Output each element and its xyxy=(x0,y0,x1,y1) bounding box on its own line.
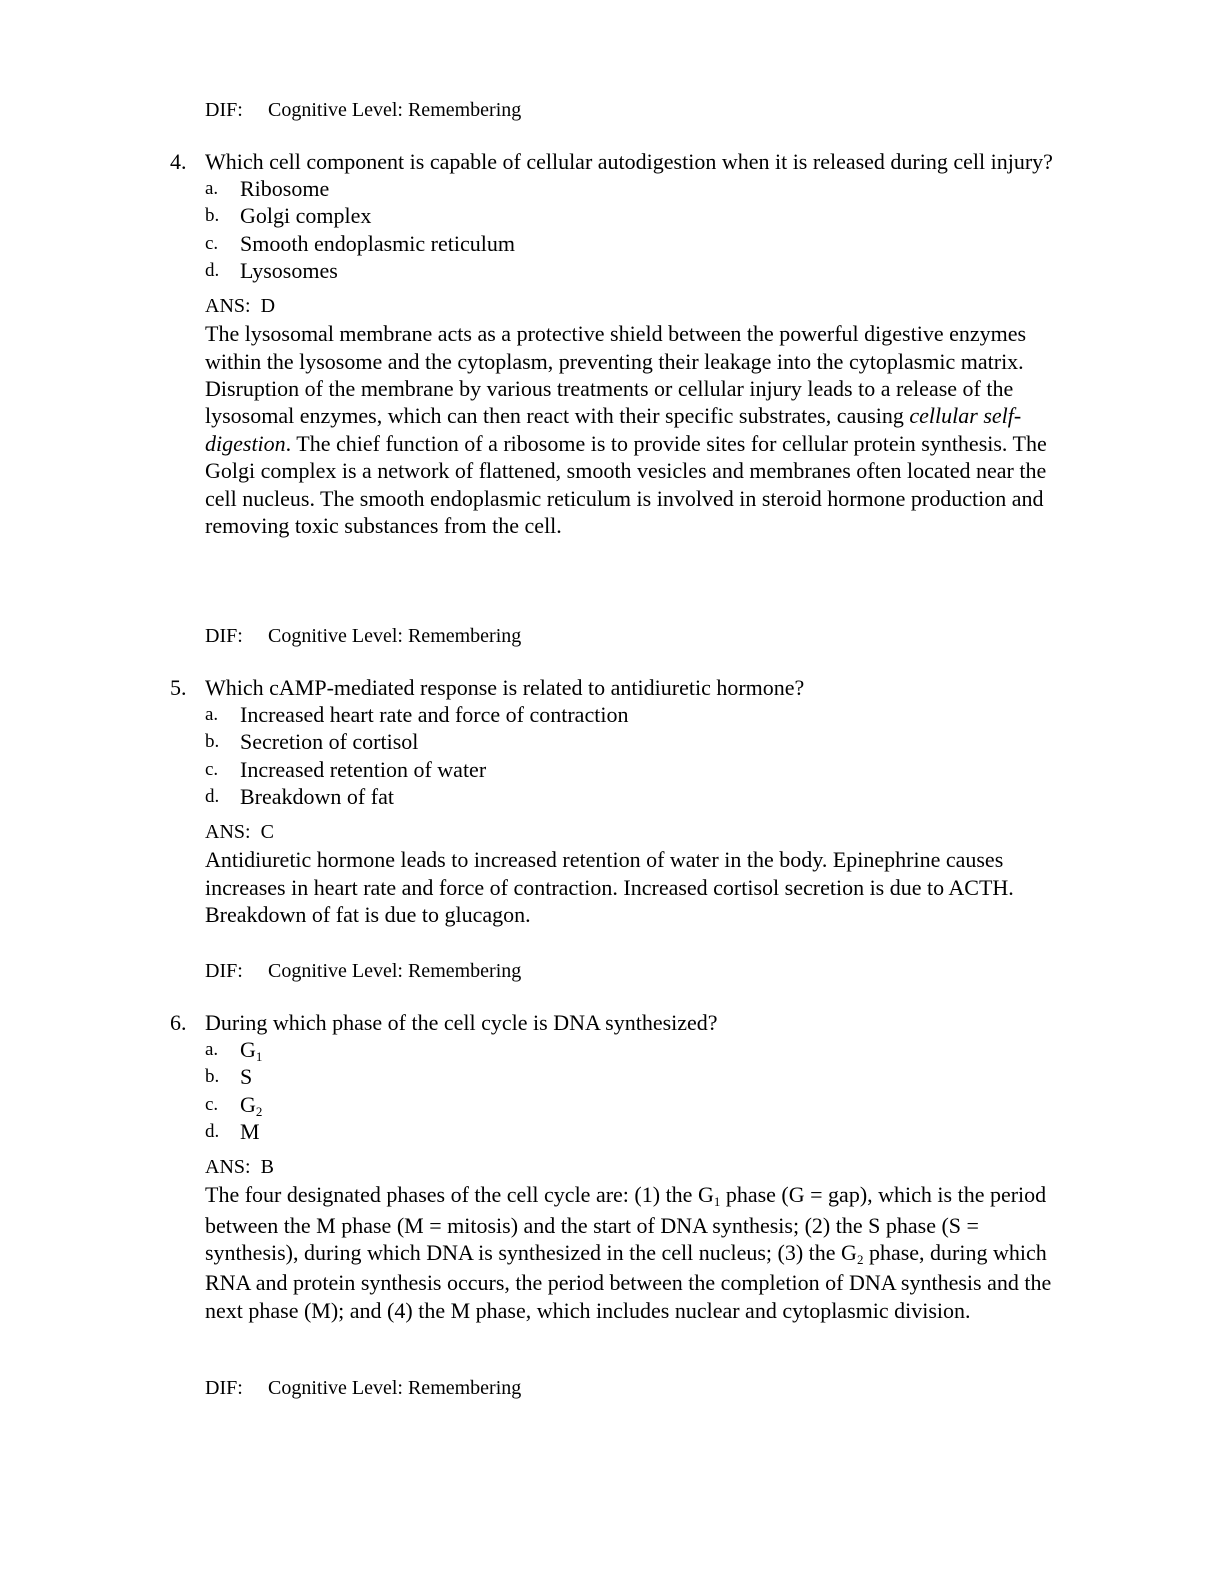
option-subscript: 2 xyxy=(255,1103,263,1119)
question-number: 4. xyxy=(170,149,187,174)
answer-label: ANS: xyxy=(205,295,251,318)
option-text: S xyxy=(240,1064,253,1090)
dif-value: Cognitive Level: Remembering xyxy=(268,960,522,982)
option-b xyxy=(205,1063,1070,1090)
rationale: Antidiuretic hormone leads to increased retention of water in the body. Epinephrine causes increases in heart rate and force of contraction. Increased cortisol secretion is due to ACTH. Breakdown of fat is due to glucagon. xyxy=(205,847,1014,927)
option-d xyxy=(205,1118,1070,1145)
option-text: Lysosomes xyxy=(240,257,338,283)
rationale-text: The four designated phases of the cell cycle are: (1) the G xyxy=(205,1182,714,1208)
option-c xyxy=(205,1091,1070,1118)
option-d xyxy=(205,783,1070,810)
option-letter: d. xyxy=(205,785,220,807)
option-c xyxy=(205,230,1070,257)
dif-value: Cognitive Level: Remembering xyxy=(268,1377,522,1399)
question-4 xyxy=(170,148,1070,539)
question-5 xyxy=(170,674,1070,928)
option-letter: a. xyxy=(205,1039,219,1060)
answer-line xyxy=(170,293,1070,320)
rationale xyxy=(170,320,1075,539)
option-text: Golgi complex xyxy=(240,203,372,229)
rationale-subscript: 2 xyxy=(856,1252,864,1267)
dif-label: DIF: xyxy=(205,960,243,982)
option-text: Breakdown of fat xyxy=(240,783,394,809)
option-letter: c. xyxy=(205,232,219,254)
question-text: Which cAMP-mediated response is related to antidiuretic hormone? xyxy=(205,675,805,700)
dif-value: Cognitive Level: Remembering xyxy=(268,99,522,121)
dif-label: DIF: xyxy=(205,625,243,647)
options-list xyxy=(170,175,1070,284)
rationale-emphasis: cellular self-digestion xyxy=(205,403,1022,456)
answer-label: ANS: xyxy=(205,1156,251,1179)
dif-line-top xyxy=(205,98,521,122)
dif-value: Cognitive Level: Remembering xyxy=(268,625,522,647)
rationale-text: . The chief function of a ribosome is to provide sites for cellular protein synthesis. The Golgi complex is a network of flattened, smooth vesicles and membranes often located near the cell nucleus. The smooth endoplasmic reticulum is involved in steroid hormone production and removing toxic substances from the cell. xyxy=(205,430,1047,539)
option-letter: b. xyxy=(205,731,220,753)
question-stem xyxy=(170,148,1070,175)
answer-label: ANS: xyxy=(205,821,251,844)
option-text: Increased heart rate and force of contraction xyxy=(240,702,629,727)
option-letter: a. xyxy=(205,178,219,199)
option-letter: d. xyxy=(205,259,220,281)
rationale-text: The lysosomal membrane acts as a protective shield between the powerful digestive enzymes within the lysosome and the cytoplasm, preventing their leakage into the cytoplasmic matrix. Disruption of the membrane by various treatments or cellular injury leads to a release of the lysosomal enzymes, which can then react with their specific substrates, causing xyxy=(205,321,1027,429)
option-text: Smooth endoplasmic reticulum xyxy=(240,230,515,256)
option-letter: c. xyxy=(205,1093,219,1115)
option-text: Secretion of cortisol xyxy=(240,729,419,755)
option-letter: b. xyxy=(205,205,220,227)
dif-line-5 xyxy=(205,959,521,983)
rationale xyxy=(170,1181,1075,1324)
question-text: During which phase of the cell cycle is DNA synthesized? xyxy=(205,1010,718,1035)
question-stem xyxy=(170,674,1070,701)
option-b xyxy=(205,202,1070,229)
option-d xyxy=(205,257,1070,284)
option-letter: b. xyxy=(205,1066,220,1088)
dif-label: DIF: xyxy=(205,1377,243,1399)
question-6 xyxy=(170,1009,1070,1324)
option-text: G xyxy=(240,1091,256,1117)
question-stem xyxy=(170,1009,1070,1036)
question-text: Which cell component is capable of cellular autodigestion when it is released during cell injury? xyxy=(205,149,1053,174)
rationale-subscript: 1 xyxy=(713,1194,721,1210)
dif-line-6 xyxy=(205,1376,521,1400)
question-number: 6. xyxy=(170,1010,187,1035)
option-a xyxy=(205,701,1070,728)
option-a xyxy=(205,1036,1070,1063)
option-text: Increased retention of water xyxy=(240,756,487,782)
option-text: G xyxy=(240,1037,256,1062)
answer-value: C xyxy=(260,821,274,844)
options-list xyxy=(170,701,1070,810)
option-text: M xyxy=(240,1118,260,1144)
option-subscript: 1 xyxy=(255,1049,263,1064)
option-letter: a. xyxy=(205,704,219,725)
option-text: Ribosome xyxy=(240,176,330,201)
options-list xyxy=(170,1036,1070,1145)
option-c xyxy=(205,756,1070,783)
answer-line xyxy=(170,819,1070,846)
dif-label: DIF: xyxy=(205,99,243,121)
answer-line xyxy=(170,1154,1070,1181)
option-b xyxy=(205,728,1070,755)
rationale-text: phase (G = gap), which is the period between the M phase (M = mitosis) and the start of DNA synthesis; (2) the S phase (S = synthesis), during which DNA is synthesized in the cell nucleus; (3) the G xyxy=(205,1182,1047,1265)
answer-value: B xyxy=(260,1156,274,1179)
option-a xyxy=(205,175,1070,202)
dif-line-4 xyxy=(205,624,521,648)
option-letter: d. xyxy=(205,1120,220,1142)
question-number: 5. xyxy=(170,675,187,700)
answer-value: D xyxy=(260,295,276,318)
rationale-text: phase, during which RNA and protein synthesis occurs, the period between the completion of DNA synthesis and the next phase (M); and (4) the M phase, which includes nuclear and cytoplasmic division. xyxy=(205,1240,1052,1323)
option-letter: c. xyxy=(205,758,219,780)
